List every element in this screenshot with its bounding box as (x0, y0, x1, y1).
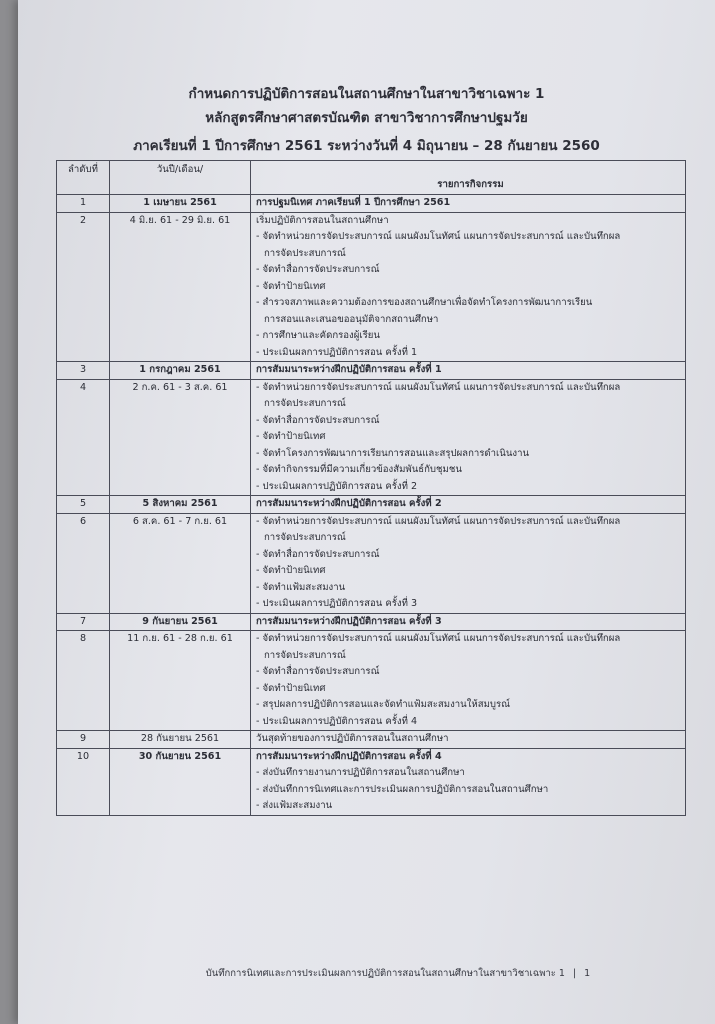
table-row (57, 195, 686, 213)
footer-text: บันทึกการนิเทศและการประเมินผลการปฏิบัติการสอนในสถานศึกษาในสาขาวิชาเฉพาะ 1 (205, 968, 565, 979)
activity-item: การจัดประสบการณ์ (264, 247, 346, 259)
activity-item: - การศึกษาและคัดกรองผู้เรียน (256, 330, 380, 341)
page-number: 1 (584, 968, 591, 979)
activity-item: - จัดทำสื่อการจัดประสบการณ์ (256, 548, 380, 560)
table-row (57, 513, 686, 613)
activity-item: - ประเมินผลการปฏิบัติการสอน ครั้งที่ 4 (256, 715, 418, 727)
row-date-cell: 11 ก.ย. 61 - 28 ก.ย. 61 (110, 631, 251, 731)
table-row (57, 379, 686, 496)
table-body (57, 195, 686, 816)
row-date-cell: 1 เมษายน 2561 (110, 195, 251, 213)
document-page (18, 0, 715, 1024)
activity-title: การสัมมนาระหว่างฝึกปฏิบัติการสอน ครั้งที่ 4 (256, 750, 442, 762)
activity-title: การสัมมนาระหว่างฝึกปฏิบัติการสอน ครั้งที่ 2 (256, 498, 442, 509)
row-activity-cell (251, 513, 686, 613)
activity-item: - ส่งบันทึกการนิเทศและการประเมินผลการปฏิบัติการสอนในสถานศึกษา (256, 783, 549, 795)
activity-item: - สรุปผลการปฏิบัติการสอนและจัดทำแฟ้มสะสมงานให้สมบูรณ์ (256, 699, 511, 710)
row-order-cell: 10 (57, 748, 110, 815)
row-date-cell: 30 กันยายน 2561 (110, 748, 251, 815)
activity-item: - จัดทำหน่วยการจัดประสบการณ์ แผนผังมโนทัศน์ แผนการจัดประสบการณ์ และบันทึกผล (256, 515, 621, 527)
header-date: วันปี/เดือน/ (110, 161, 251, 195)
activity-title: การปฐมนิเทศ ภาคเรียนที่ 1 ปีการศึกษา 2561 (256, 197, 451, 208)
activity-title: การสัมมนาระหว่างฝึกปฏิบัติการสอน ครั้งที่ 3 (256, 615, 442, 627)
document-subtitle-semester: ภาคเรียนที่ 1 ปีการศึกษา 2561 ระหว่างวันที่ 4 มิถุนายน – 28 กันยายน 2560 (133, 138, 600, 154)
table-row (57, 748, 686, 815)
activity-title: การสัมมนาระหว่างฝึกปฏิบัติการสอน ครั้งที่ 1 (256, 364, 442, 375)
header-activity: รายการกิจกรรม (251, 161, 686, 195)
row-order-cell: 5 (57, 496, 110, 514)
table-row (57, 631, 686, 731)
table-row (57, 362, 686, 380)
row-order-cell: 4 (57, 379, 110, 496)
activity-item: - จัดทำป้ายนิเทศ (256, 280, 326, 292)
row-order-cell: 7 (57, 613, 110, 631)
table-row (57, 613, 686, 631)
schedule-table (56, 160, 686, 816)
row-date-cell: 28 กันยายน 2561 (110, 731, 251, 749)
table-row (57, 731, 686, 749)
activity-item: - จัดทำป้ายนิเทศ (256, 565, 326, 576)
row-date-cell: 1 กรกฎาคม 2561 (110, 362, 251, 380)
activity-item: การจัดประสบการณ์ (264, 649, 346, 661)
row-activity-cell (251, 379, 686, 496)
activity-item: - จัดทำสื่อการจัดประสบการณ์ (256, 414, 380, 426)
row-date-cell: 2 ก.ค. 61 - 3 ส.ค. 61 (110, 379, 251, 496)
row-activity-cell (251, 212, 686, 362)
table-header-row (57, 161, 686, 195)
row-date-cell: 4 มิ.ย. 61 - 29 มิ.ย. 61 (110, 212, 251, 362)
activity-item: - จัดทำป้ายนิเทศ (256, 431, 326, 442)
activity-item: - จัดทำป้ายนิเทศ (256, 682, 326, 694)
activity-item: - ประเมินผลการปฏิบัติการสอน ครั้งที่ 3 (256, 598, 418, 609)
row-activity-cell (251, 195, 686, 213)
table-row (57, 212, 686, 362)
row-date-cell: 5 สิงหาคม 2561 (110, 496, 251, 514)
activity-item: - จัดทำสื่อการจัดประสบการณ์ (256, 264, 380, 275)
activity-item: - ประเมินผลการปฏิบัติการสอน ครั้งที่ 2 (256, 480, 418, 492)
activity-title: เริ่มปฏิบัติการสอนในสถานศึกษา (256, 214, 389, 226)
activity-item: - จัดทำแฟ้มสะสมงาน (256, 581, 346, 593)
activity-item: - สำรวจสภาพและความต้องการของสถานศึกษาเพื่อจัดทำโครงการพัฒนาการเรียน (256, 297, 593, 308)
activity-item: - จัดทำกิจกรรมที่มีความเกี่ยวข้องสัมพันธ์กับชุมชน (256, 464, 462, 475)
row-order-cell: 8 (57, 631, 110, 731)
document-title: กำหนดการปฏิบัติการสอนในสถานศึกษาในสาขาวิชาเฉพาะ 1 (188, 86, 545, 102)
activity-item: การจัดประสบการณ์ (264, 532, 346, 543)
activity-item: - ส่งแฟ้มสะสมงาน (256, 800, 333, 811)
row-order-cell: 9 (57, 731, 110, 749)
page-footer (138, 966, 658, 981)
row-date-cell: 6 ส.ค. 61 - 7 ก.ย. 61 (110, 513, 251, 613)
activity-item: - จัดทำหน่วยการจัดประสบการณ์ แผนผังมโนทัศน์ แผนการจัดประสบการณ์ และบันทึกผล (256, 633, 621, 644)
activity-title: วันสุดท้ายของการปฏิบัติการสอนในสถานศึกษา (256, 733, 449, 744)
row-order-cell: 3 (57, 362, 110, 380)
activity-item: - จัดทำหน่วยการจัดประสบการณ์ แผนผังมโนทัศน์ แผนการจัดประสบการณ์ และบันทึกผล (256, 381, 621, 393)
activity-item: การจัดประสบการณ์ (264, 398, 346, 409)
row-order-cell: 1 (57, 195, 110, 213)
activity-item: - ประเมินผลการปฏิบัติการสอน ครั้งที่ 1 (256, 346, 418, 358)
activity-item: - จัดทำสื่อการจัดประสบการณ์ (256, 666, 380, 677)
row-activity-cell (251, 748, 686, 815)
row-activity-cell (251, 613, 686, 631)
header-order: ลำดับที่ (57, 161, 110, 195)
row-date-cell: 9 กันยายน 2561 (110, 613, 251, 631)
table-row (57, 496, 686, 514)
document-subtitle-program: หลักสูตรศึกษาศาสตรบัณฑิต สาขาวิชาการศึกษาปฐมวัย (205, 110, 528, 126)
activity-item: - จัดทำหน่วยการจัดประสบการณ์ แผนผังมโนทัศน์ แผนการจัดประสบการณ์ และบันทึกผล (256, 231, 621, 242)
row-order-cell: 2 (57, 212, 110, 362)
row-activity-cell (251, 496, 686, 514)
row-activity-cell (251, 631, 686, 731)
activity-item: การสอนและเสนอขออนุมัติจากสถานศึกษา (264, 313, 439, 325)
activity-item: - ส่งบันทึกรายงานการปฏิบัติการสอนในสถานศึกษา (256, 767, 465, 778)
footer-separator: | (572, 968, 577, 979)
row-order-cell: 6 (57, 513, 110, 613)
row-activity-cell (251, 731, 686, 749)
row-activity-cell (251, 362, 686, 380)
activity-item: - จัดทำโครงการพัฒนาการเรียนการสอนและสรุปผลการดำเนินงาน (256, 447, 530, 459)
